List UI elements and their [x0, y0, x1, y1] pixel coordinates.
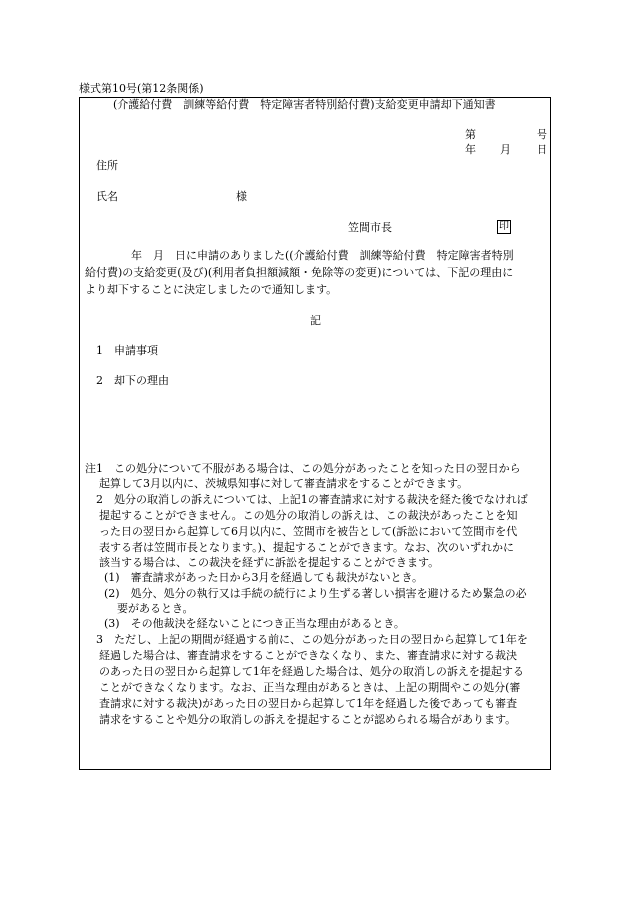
seal-mark: 印: [499, 221, 509, 232]
body-line-3: より却下することに決定しましたので通知します。: [85, 283, 338, 296]
note-line: 2 処分の取消しの訴えについては、上記1の審査請求に対する裁決を経た後でなければ: [96, 493, 528, 506]
notice-title: (介護給付費 訓練等給付費 特定障害者特別給付費)支給変更申請却下通知書: [113, 98, 496, 111]
note-line: ことができなくなります。なお、正当な理由があるときは、上記の期間やこの処分(審: [99, 681, 521, 694]
body-line-1: 年 月 日に申請のありました((介護給付費 訓練等給付費 特定障害者特別: [131, 249, 514, 262]
note-line: 起算して3月以内に、茨城県知事に対して審査請求をすることができます。: [99, 477, 469, 490]
honorific: 様: [236, 190, 247, 203]
note-line: 表する者は笠間市長となります。)、提起することができます。なお、次のいずれかに: [99, 541, 515, 554]
date-month: 月: [500, 143, 511, 156]
name-label: 氏名: [96, 190, 118, 203]
note-line: った日の翌日から起算して6月以内に、笠間市を被告として(訴訟において笠間市を代: [99, 525, 518, 538]
note-line: 3 ただし、上記の期間が経過する前に、この処分があった日の翌日から起算して1年を: [96, 633, 528, 646]
note-line: 提起することができません。この処分の取消しの訴えは、この裁決があったことを知: [99, 509, 518, 522]
note-line: 該当する場合は、この裁決を経ずに訴訟を提起することができます。: [99, 556, 440, 569]
address-label: 住所: [96, 159, 118, 172]
item-application: 1 申請事項: [96, 344, 158, 357]
issuer-title: 笠間市長: [348, 221, 392, 234]
note-line: のあった日の翌日から起算して1年を経過した場合は、処分の取消しの訴えを提起する: [99, 665, 524, 678]
body-line-2: 給付費)の支給変更(及び)(利用者負担額減額・免除等の変更)については、下記の理由に: [85, 266, 514, 279]
note-line: 請求をすることや処分の取消しの訴えを提起することが認められる場合があります。: [99, 713, 517, 726]
note-line: 注1 この処分について不服がある場合は、この処分があったことを知った日の翌日から: [85, 462, 521, 475]
note-line: 要があるとき。: [117, 602, 194, 615]
item-reason: 2 却下の理由: [96, 374, 169, 387]
date-year: 年: [465, 143, 476, 156]
ki-heading: 記: [310, 314, 321, 327]
note-line: 経過した場合は、審査請求をすることができなくなり、また、審査請求に対する裁決: [99, 649, 517, 662]
form-number: 様式第10号(第12条関係): [79, 82, 204, 95]
number-label: 第: [465, 128, 476, 141]
note-line: (1) 審査請求があった日から3月を経過しても裁決がないとき。: [104, 571, 424, 584]
note-line: (2) 処分、処分の執行又は手続の続行により生ずる著しい損害を避けるため緊急の必: [104, 587, 527, 600]
date-day: 日: [537, 143, 548, 156]
number-suffix: 号: [537, 128, 548, 141]
note-line: 査請求に対する裁決)があった日の翌日から起算して1年を経過した後であっても審査: [99, 697, 518, 710]
note-line: (3) その他裁決を経ないことにつき正当な理由があるとき。: [104, 617, 405, 630]
